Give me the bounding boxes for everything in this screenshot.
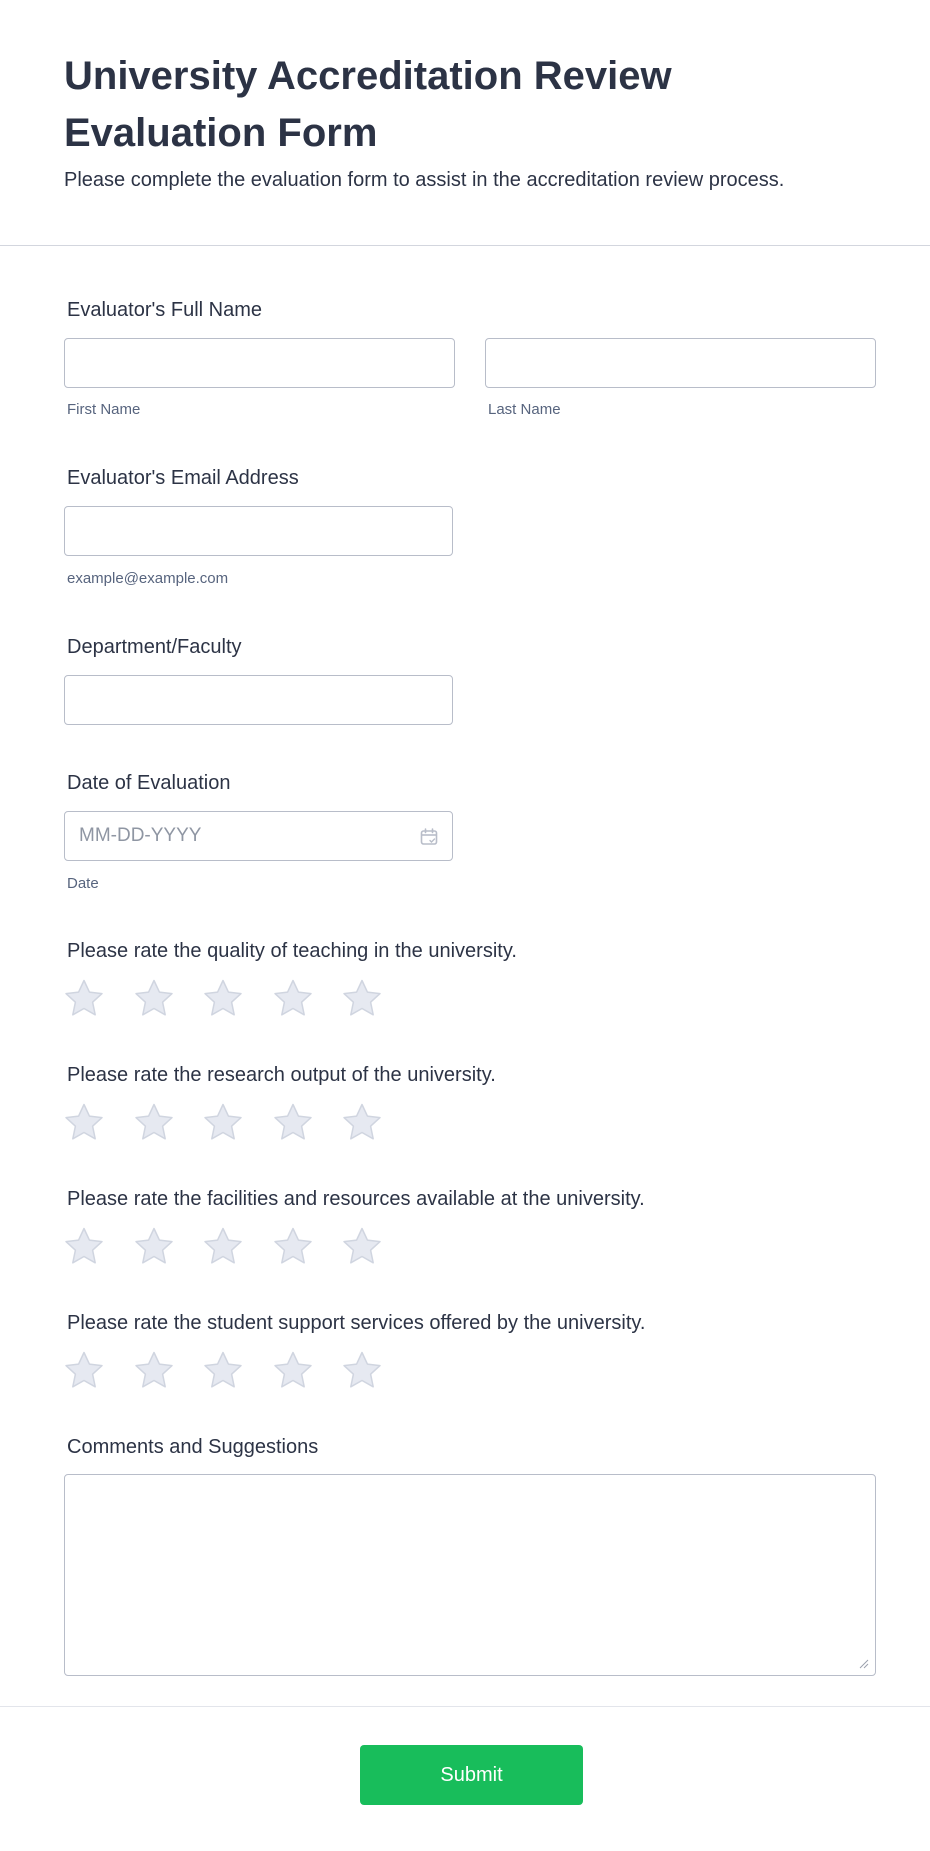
- star-icon[interactable]: [271, 1225, 315, 1269]
- star-rating-support[interactable]: [62, 1349, 402, 1393]
- star-icon[interactable]: [132, 1225, 176, 1269]
- date-input[interactable]: [65, 812, 452, 860]
- star-icon[interactable]: [62, 1349, 106, 1393]
- email-label: Evaluator's Email Address: [67, 467, 299, 489]
- last-name-input[interactable]: [486, 339, 875, 387]
- resize-grip-icon[interactable]: [859, 1659, 869, 1669]
- form-header: [0, 0, 930, 246]
- star-rating-teaching[interactable]: [62, 977, 402, 1021]
- form-footer: [0, 1706, 930, 1851]
- star-icon[interactable]: [201, 1101, 245, 1145]
- date-sublabel: Date: [67, 875, 99, 892]
- email-sublabel: example@example.com: [67, 570, 229, 587]
- star-icon[interactable]: [340, 977, 384, 1021]
- star-icon[interactable]: [62, 1225, 106, 1269]
- first-name-input[interactable]: [65, 339, 454, 387]
- last-name-field[interactable]: [485, 338, 876, 388]
- page-subtitle: Please complete the evaluation form to assist in the accreditation review process.: [64, 169, 785, 191]
- email-field[interactable]: [64, 506, 453, 556]
- rating-question-support: Please rate the student support services offered by the university.: [67, 1312, 646, 1334]
- star-icon[interactable]: [201, 1225, 245, 1269]
- full-name-label: Evaluator's Full Name: [67, 299, 262, 321]
- star-icon[interactable]: [340, 1349, 384, 1393]
- star-icon[interactable]: [340, 1101, 384, 1145]
- star-icon[interactable]: [201, 1349, 245, 1393]
- star-icon[interactable]: [132, 1349, 176, 1393]
- department-label: Department/Faculty: [67, 636, 242, 658]
- submit-button[interactable]: Submit: [360, 1745, 583, 1805]
- comments-label: Comments and Suggestions: [67, 1436, 319, 1458]
- star-icon[interactable]: [271, 1349, 315, 1393]
- email-input[interactable]: [65, 507, 452, 555]
- first-name-sublabel: First Name: [67, 401, 141, 418]
- star-icon[interactable]: [62, 1101, 106, 1145]
- star-rating-facilities[interactable]: [62, 1225, 402, 1269]
- rating-question-research: Please rate the research output of the university.: [67, 1064, 496, 1086]
- date-field[interactable]: [64, 811, 453, 861]
- star-icon[interactable]: [271, 1101, 315, 1145]
- star-icon[interactable]: [132, 1101, 176, 1145]
- page-title: University Accreditation Review Evaluation Form: [64, 54, 672, 155]
- date-label: Date of Evaluation: [67, 772, 231, 794]
- star-icon[interactable]: [62, 977, 106, 1021]
- star-rating-research[interactable]: [62, 1101, 402, 1145]
- department-field[interactable]: [64, 675, 453, 725]
- star-icon[interactable]: [201, 977, 245, 1021]
- first-name-field[interactable]: [64, 338, 455, 388]
- rating-question-teaching: Please rate the quality of teaching in the university.: [67, 940, 517, 962]
- star-icon[interactable]: [271, 977, 315, 1021]
- last-name-sublabel: Last Name: [488, 401, 561, 418]
- department-input[interactable]: [65, 676, 452, 724]
- calendar-icon[interactable]: [419, 827, 439, 847]
- rating-question-facilities: Please rate the facilities and resources available at the university.: [67, 1188, 645, 1210]
- star-icon[interactable]: [132, 977, 176, 1021]
- star-icon[interactable]: [340, 1225, 384, 1269]
- comments-textarea[interactable]: [65, 1475, 875, 1675]
- comments-field[interactable]: [64, 1474, 876, 1676]
